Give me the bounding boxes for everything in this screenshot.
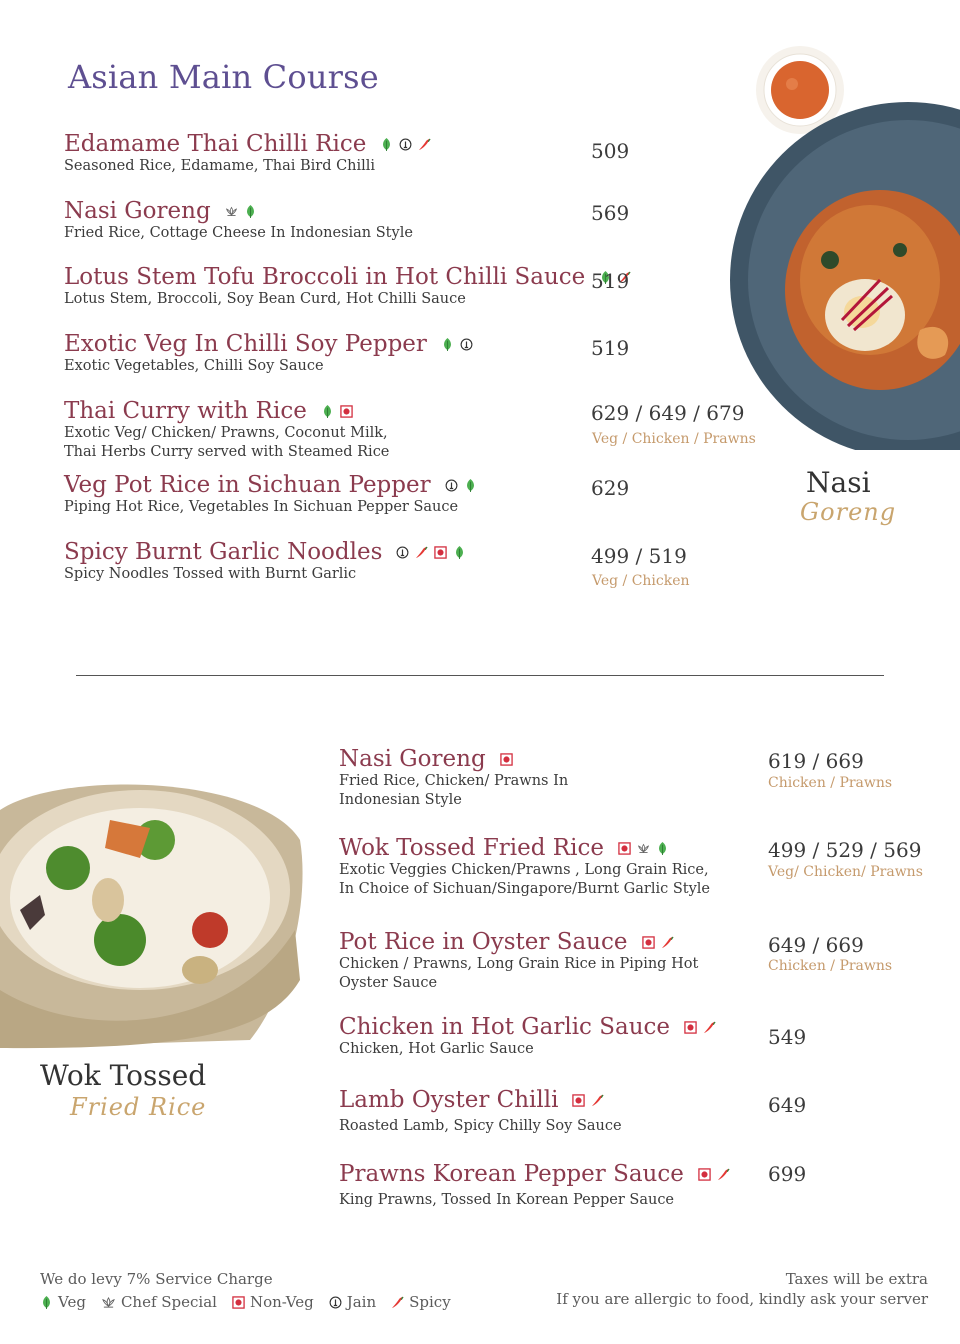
veg-leaf-icon (464, 479, 477, 492)
menu-item (339, 1161, 730, 1210)
spicy-chilli-icon (661, 936, 674, 949)
item-description: Piping Hot Rice, Vegetables In Sichuan Pepper Sauce (64, 499, 459, 515)
spicy-chilli-icon (418, 138, 431, 151)
item-description: Fried Rice, Cottage Cheese In Indonesian Style (64, 225, 413, 241)
price-variants: Veg/ Chicken/ Prawns (768, 864, 923, 880)
non-veg-square-icon (572, 1094, 585, 1107)
item-price: 499 / 529 / 569 (768, 838, 922, 862)
menu-item (64, 331, 473, 376)
jain-circle-icon (329, 1296, 342, 1309)
veg-leaf-icon (380, 138, 393, 151)
legend-nonveg-label: Non-Veg (249, 1293, 314, 1311)
veg-leaf-icon (441, 338, 454, 351)
item-name: Spicy Burnt Garlic Noodles (64, 539, 383, 565)
item-description: Exotic Veggies Chicken/Prawns , Long Grain Rice, (339, 862, 709, 878)
legend-spicy-label: Spicy (409, 1293, 451, 1311)
menu-item (339, 835, 710, 899)
feature-dish-title: Nasi (806, 466, 871, 499)
chef-special-lotus-icon (225, 205, 238, 218)
item-description: Indonesian Style (339, 792, 462, 808)
item-description: Roasted Lamb, Spicy Chilly Soy Sauce (339, 1118, 622, 1134)
spicy-chilli-icon (391, 1296, 404, 1309)
item-description: Thai Herbs Curry served with Steamed Rice (64, 444, 390, 460)
item-name: Exotic Veg In Chilli Soy Pepper (64, 331, 427, 357)
menu-item (339, 929, 698, 993)
non-veg-square-icon (684, 1021, 697, 1034)
jain-circle-icon (460, 338, 473, 351)
item-name: Chicken in Hot Garlic Sauce (339, 1014, 671, 1040)
feature-dish-script: Fried Rice (70, 1093, 207, 1121)
item-price: 699 (768, 1162, 807, 1186)
veg-leaf-icon (453, 546, 466, 559)
item-description: Spicy Noodles Tossed with Burnt Garlic (64, 566, 357, 582)
non-veg-square-icon (500, 753, 513, 766)
menu-item (64, 472, 477, 517)
page-title: Asian Main Course (68, 58, 379, 96)
item-price: 519 (591, 269, 630, 293)
item-price: 569 (591, 201, 630, 225)
jain-circle-icon (396, 546, 409, 559)
item-name: Nasi Goreng (64, 198, 211, 224)
non-veg-square-icon (232, 1296, 245, 1309)
allergy-note: If you are allergic to food, kindly ask your server (556, 1290, 928, 1308)
chef-special-lotus-icon (637, 842, 650, 855)
taxes-note: Taxes will be extra (785, 1270, 928, 1288)
price-variants: Veg / Chicken (592, 573, 690, 589)
item-name: Lamb Oyster Chilli (339, 1087, 559, 1113)
menu-item (64, 264, 631, 309)
item-description: Chicken / Prawns, Long Grain Rice in Piping Hot (339, 956, 699, 972)
item-price: 519 (591, 336, 630, 360)
item-description: Exotic Vegetables, Chilli Soy Sauce (64, 358, 324, 374)
non-veg-square-icon (698, 1168, 711, 1181)
item-description: King Prawns, Tossed In Korean Pepper Sauce (339, 1192, 675, 1208)
item-price: 509 (591, 139, 630, 163)
item-description: Exotic Veg/ Chicken/ Prawns, Coconut Milk, (64, 425, 388, 441)
veg-leaf-icon (40, 1296, 53, 1309)
item-price: 549 (768, 1025, 807, 1049)
item-name: Pot Rice in Oyster Sauce (339, 929, 628, 955)
item-name: Prawns Korean Pepper Sauce (339, 1161, 684, 1187)
jain-circle-icon (445, 479, 458, 492)
item-price: 499 / 519 (591, 544, 687, 568)
item-description: Seasoned Rice, Edamame, Thai Bird Chilli (64, 158, 376, 174)
veg-leaf-icon (321, 405, 334, 418)
item-name: Wok Tossed Fried Rice (339, 835, 604, 861)
veg-leaf-icon (656, 842, 669, 855)
non-veg-square-icon (434, 546, 447, 559)
spicy-chilli-icon (591, 1094, 604, 1107)
menu-item (339, 1087, 622, 1136)
wok-tossed-rice-bowl-photo (0, 780, 305, 1050)
price-variants: Chicken / Prawns (768, 775, 893, 791)
menu-item (64, 398, 389, 462)
menu-item (64, 539, 466, 584)
legend-chef-label: Chef Special (120, 1293, 217, 1311)
nasi-goreng-dish-photo (730, 30, 960, 450)
veg-leaf-icon (244, 205, 257, 218)
spicy-chilli-icon (703, 1021, 716, 1034)
item-price: 649 (768, 1093, 807, 1117)
item-name: Thai Curry with Rice (64, 398, 307, 424)
legend-veg-label: Veg (58, 1293, 86, 1311)
item-description: Oyster Sauce (339, 975, 438, 991)
chef-special-lotus-icon (101, 1296, 116, 1309)
legend-jain-label: Jain (346, 1293, 377, 1311)
spicy-chilli-icon (415, 546, 428, 559)
item-price: 629 / 649 / 679 (591, 401, 745, 425)
non-veg-square-icon (642, 936, 655, 949)
menu-item (339, 1014, 716, 1059)
service-charge-note: We do levy 7% Service Charge (40, 1270, 273, 1288)
item-description: Fried Rice, Chicken/ Prawns In (339, 773, 569, 789)
item-name: Lotus Stem Tofu Broccoli in Hot Chilli Sauce (64, 264, 586, 290)
item-description: Lotus Stem, Broccoli, Soy Bean Curd, Hot Chilli Sauce (64, 291, 466, 307)
dietary-legend (40, 1293, 461, 1311)
jain-circle-icon (399, 138, 412, 151)
item-name: Veg Pot Rice in Sichuan Pepper (64, 472, 431, 498)
feature-dish-script: Goreng (800, 498, 897, 526)
price-variants: Chicken / Prawns (768, 958, 893, 974)
item-price: 619 / 669 (768, 749, 864, 773)
item-name: Nasi Goreng (339, 746, 486, 772)
non-veg-square-icon (618, 842, 631, 855)
item-price: 649 / 669 (768, 933, 864, 957)
non-veg-square-icon (340, 405, 353, 418)
price-variants: Veg / Chicken / Prawns (592, 431, 756, 447)
item-name: Edamame Thai Chilli Rice (64, 131, 367, 157)
item-price: 629 (591, 476, 630, 500)
item-description: Chicken, Hot Garlic Sauce (339, 1041, 534, 1057)
feature-dish-title: Wok Tossed (40, 1059, 207, 1092)
menu-item (64, 198, 413, 243)
menu-item (339, 746, 568, 810)
section-divider (76, 675, 884, 676)
menu-item (64, 131, 431, 176)
item-description: In Choice of Sichuan/Singapore/Burnt Garlic Style (339, 881, 711, 897)
spicy-chilli-icon (717, 1168, 730, 1181)
